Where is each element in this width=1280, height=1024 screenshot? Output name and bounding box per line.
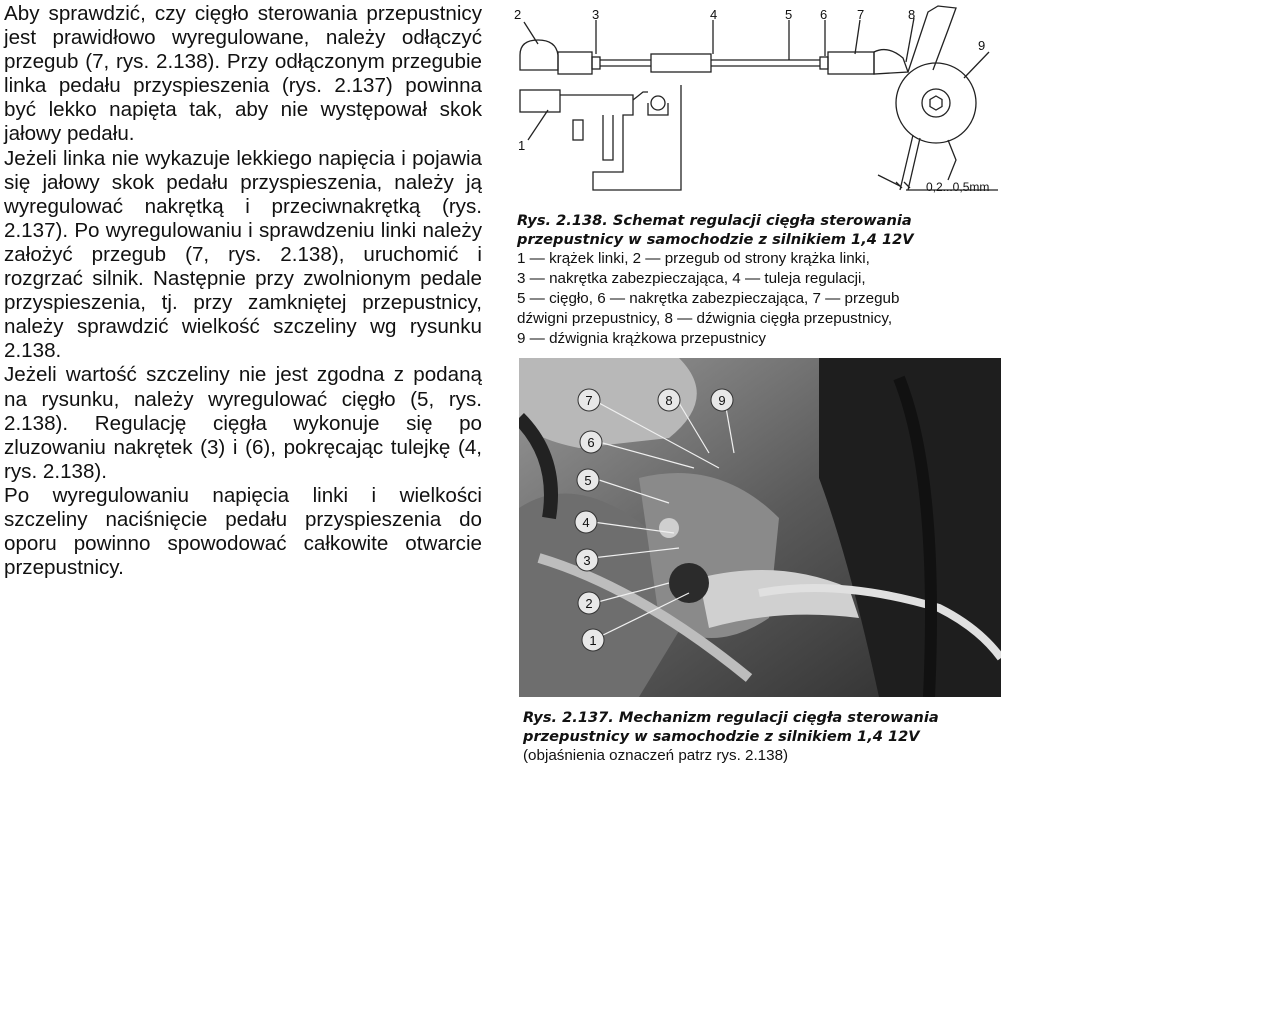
photo-callout-7 <box>578 389 600 411</box>
paragraph: Jeżeli wartość szczeliny nie jest zgodna z podaną na rysunku, należy wyregulować cięgło (5, rys. 2.138). Regulację cięgła wykonuje się po zluzowaniu nakrętek (3) i (6), pokręcając tulejkę (4, rys. 2.138). <box>4 363 482 483</box>
svg-text:8: 8 <box>665 393 673 408</box>
photo-callout-1 <box>582 629 604 651</box>
paragraph: Jeżeli linka nie wykazuje lekkiego napięcia i pojawia się jałowy skok pedału przyspieszenia, należy ją wyregulować nakrętką i przeciwnakrętką (rys. 2.137). Po wyregulowaniu i sprawdzeniu linki należy założyć przegub (7, rys. 2.138), uruchomić i rozgrzać silnik. Następnie przy zwolnionym pedale przyspieszenia, tj. przy zamkniętej przepustnicy, należy sprawdzić wielkość szczeliny wg rysunku 2.138. <box>4 146 482 363</box>
figure-138-legend-line: 1 — krążek linki, 2 — przegub od strony krążka linki, <box>517 250 870 267</box>
figure-137-title-line-1: Rys. 2.137. Mechanizm regulacji cięgła sterowania <box>523 709 939 726</box>
figure-137-note: (objaśnienia oznaczeń patrz rys. 2.138) <box>523 747 789 764</box>
gap-dimension-label: 0,2...0,5mm <box>926 180 990 194</box>
diagram-label-1: 1 <box>518 138 526 153</box>
diagram-label-2: 2 <box>514 7 522 22</box>
svg-text:5: 5 <box>584 473 592 488</box>
figure-138-caption <box>517 211 997 349</box>
diagram-label-3: 3 <box>592 7 600 22</box>
diagram-label-7: 7 <box>857 7 865 22</box>
throttle-linkage-diagram <box>508 0 1003 200</box>
paragraph: Po wyregulowaniu napięcia linki i wielkości szczeliny naciśnięcie pedału przyspieszenia do oporu powinno spowodować całkowite otwarcie przepustnicy. <box>4 483 482 580</box>
svg-text:1: 1 <box>589 633 597 648</box>
svg-text:4: 4 <box>582 515 590 530</box>
photo-callout-4 <box>575 511 597 533</box>
figure-138-legend-line: dźwigni przepustnicy, 8 — dźwignia cięgła przepustnicy, <box>517 310 893 327</box>
photo-callout-9 <box>711 389 733 411</box>
figure-138-legend-line: 9 — dźwignia krążkowa przepustnicy <box>517 330 767 347</box>
diagram-label-5: 5 <box>785 7 793 22</box>
photo-callout-2 <box>578 592 600 614</box>
paragraph: Aby sprawdzić, czy cięgło sterowania przepustnicy jest prawidłowo wyregulowane, należy odłączyć przegub (7, rys. 2.138). Przy odłączonym przegubie linka pedału przyspieszenia (rys. 2.137) powinna być lekko napięta tak, aby nie występował skok jałowy pedału. <box>4 2 482 146</box>
svg-text:7: 7 <box>585 393 593 408</box>
figure-138-title-line-2: przepustnicy w samochodzie z silnikiem 1,4 12V <box>517 231 914 248</box>
photo-callout-3 <box>576 549 598 571</box>
figure-137-caption <box>523 708 1003 766</box>
svg-text:3: 3 <box>583 553 591 568</box>
diagram-label-8: 8 <box>908 7 916 22</box>
diagram-label-6: 6 <box>820 7 828 22</box>
body-text <box>4 2 482 580</box>
figure-138-legend-line: 5 — cięgło, 6 — nakrętka zabezpieczająca, 7 — przegub <box>517 290 900 307</box>
figure-137-title-line-2: przepustnicy w samochodzie z silnikiem 1,4 12V <box>523 728 920 745</box>
photo-callout-8 <box>658 389 680 411</box>
svg-text:9: 9 <box>718 393 726 408</box>
figure-138-title-line-1: Rys. 2.138. Schemat regulacji cięgła sterowania <box>517 212 912 229</box>
photo-callout-5 <box>577 469 599 491</box>
diagram-label-4: 4 <box>710 7 718 22</box>
engine-bay-photo <box>519 358 1001 697</box>
photo-callout-6 <box>580 431 602 453</box>
svg-text:2: 2 <box>585 596 593 611</box>
svg-text:6: 6 <box>587 435 595 450</box>
figure-138-legend-line: 3 — nakrętka zabezpieczająca, 4 — tuleja regulacji, <box>517 270 866 287</box>
diagram-label-9: 9 <box>978 38 986 53</box>
